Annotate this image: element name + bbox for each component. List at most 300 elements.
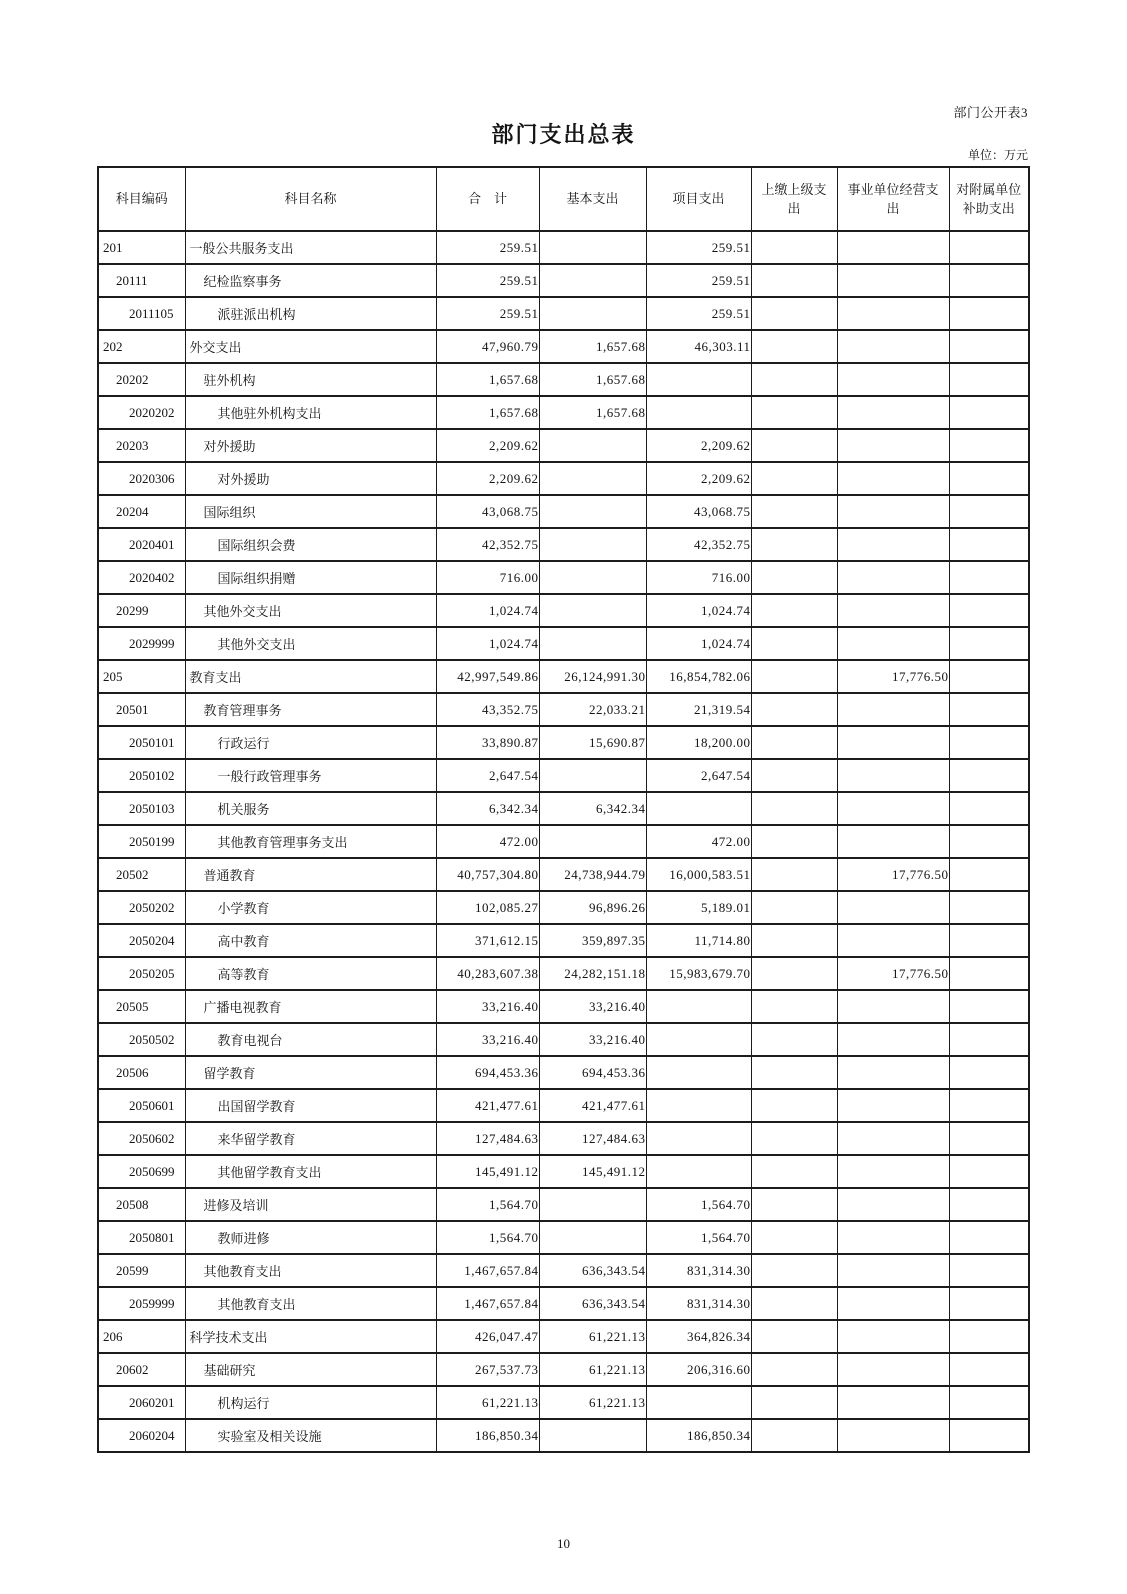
subject-name-cell: 派驻派出机构	[185, 297, 436, 330]
basic-expenditure-cell	[539, 1419, 646, 1452]
business-operation-cell	[837, 231, 949, 264]
business-operation-cell	[837, 495, 949, 528]
subject-name-cell: 教师进修	[185, 1221, 436, 1254]
basic-expenditure-cell: 24,738,944.79	[539, 858, 646, 891]
subsidy-affiliates-cell	[949, 792, 1029, 825]
table-row	[98, 1419, 1029, 1452]
total-cell: 1,564.70	[436, 1221, 539, 1254]
upper-level-payment-cell	[751, 330, 837, 363]
upper-level-payment-cell	[751, 1089, 837, 1122]
basic-expenditure-cell	[539, 759, 646, 792]
basic-expenditure-cell: 694,453.36	[539, 1056, 646, 1089]
subject-code-cell: 2060204	[98, 1419, 185, 1452]
project-expenditure-cell: 831,314.30	[646, 1254, 751, 1287]
subsidy-affiliates-cell	[949, 858, 1029, 891]
total-cell: 33,216.40	[436, 1023, 539, 1056]
table-row	[98, 396, 1029, 429]
upper-level-payment-cell	[751, 957, 837, 990]
table-row	[98, 1320, 1029, 1353]
subject-name-cell: 驻外机构	[185, 363, 436, 396]
table-row	[98, 957, 1029, 990]
project-expenditure-cell: 831,314.30	[646, 1287, 751, 1320]
subject-name-cell: 其他外交支出	[185, 627, 436, 660]
business-operation-cell	[837, 462, 949, 495]
business-operation-cell	[837, 1419, 949, 1452]
table-row	[98, 1353, 1029, 1386]
total-cell: 426,047.47	[436, 1320, 539, 1353]
subsidy-affiliates-cell	[949, 495, 1029, 528]
business-operation-cell	[837, 1122, 949, 1155]
subsidy-affiliates-cell	[949, 1155, 1029, 1188]
subsidy-affiliates-cell	[949, 528, 1029, 561]
upper-level-payment-cell	[751, 429, 837, 462]
subject-name-cell: 小学教育	[185, 891, 436, 924]
basic-expenditure-cell	[539, 429, 646, 462]
business-operation-cell	[837, 1023, 949, 1056]
total-cell: 43,352.75	[436, 693, 539, 726]
subject-code-cell: 20111	[98, 264, 185, 297]
project-expenditure-cell: 259.51	[646, 231, 751, 264]
upper-level-payment-cell	[751, 1353, 837, 1386]
table-row	[98, 792, 1029, 825]
column-header-basic-expenditure: 基本支出	[539, 167, 646, 231]
business-operation-cell: 17,776.50	[837, 858, 949, 891]
table-header	[98, 167, 1029, 231]
subject-code-cell: 2020401	[98, 528, 185, 561]
basic-expenditure-cell	[539, 1188, 646, 1221]
basic-expenditure-cell	[539, 561, 646, 594]
subject-code-cell: 202	[98, 330, 185, 363]
subject-name-cell: 其他教育支出	[185, 1254, 436, 1287]
table-header-row	[98, 167, 1029, 231]
column-header-business-operation: 事业单位经营支出	[837, 167, 949, 231]
subject-name-cell: 其他教育管理事务支出	[185, 825, 436, 858]
subject-code-cell: 2020202	[98, 396, 185, 429]
subject-name-cell: 一般行政管理事务	[185, 759, 436, 792]
table-row	[98, 462, 1029, 495]
table-row	[98, 297, 1029, 330]
project-expenditure-cell: 1,024.74	[646, 594, 751, 627]
subject-name-cell: 其他留学教育支出	[185, 1155, 436, 1188]
table-row	[98, 1089, 1029, 1122]
business-operation-cell	[837, 1188, 949, 1221]
project-expenditure-cell	[646, 1056, 751, 1089]
table-row	[98, 429, 1029, 462]
basic-expenditure-cell	[539, 297, 646, 330]
upper-level-payment-cell	[751, 264, 837, 297]
project-expenditure-cell: 43,068.75	[646, 495, 751, 528]
subject-name-cell: 来华留学教育	[185, 1122, 436, 1155]
business-operation-cell	[837, 1056, 949, 1089]
subsidy-affiliates-cell	[949, 957, 1029, 990]
subject-code-cell: 2050699	[98, 1155, 185, 1188]
total-cell: 694,453.36	[436, 1056, 539, 1089]
basic-expenditure-cell: 61,221.13	[539, 1320, 646, 1353]
project-expenditure-cell	[646, 792, 751, 825]
subsidy-affiliates-cell	[949, 363, 1029, 396]
page-title: 部门支出总表	[491, 122, 636, 147]
business-operation-cell	[837, 396, 949, 429]
total-cell: 145,491.12	[436, 1155, 539, 1188]
subsidy-affiliates-cell	[949, 429, 1029, 462]
project-expenditure-cell: 1,564.70	[646, 1188, 751, 1221]
upper-level-payment-cell	[751, 1254, 837, 1287]
column-header-project-expenditure: 项目支出	[646, 167, 751, 231]
business-operation-cell	[837, 330, 949, 363]
subject-code-cell: 2050502	[98, 1023, 185, 1056]
subsidy-affiliates-cell	[949, 1254, 1029, 1287]
basic-expenditure-cell	[539, 825, 646, 858]
basic-expenditure-cell	[539, 495, 646, 528]
basic-expenditure-cell	[539, 627, 646, 660]
subject-code-cell: 2050103	[98, 792, 185, 825]
subject-name-cell: 机构运行	[185, 1386, 436, 1419]
project-expenditure-cell: 5,189.01	[646, 891, 751, 924]
basic-expenditure-cell: 61,221.13	[539, 1353, 646, 1386]
subject-name-cell: 对外援助	[185, 429, 436, 462]
business-operation-cell	[837, 627, 949, 660]
subject-name-cell: 高中教育	[185, 924, 436, 957]
subject-code-cell: 2050601	[98, 1089, 185, 1122]
subject-name-cell: 国际组织捐赠	[185, 561, 436, 594]
upper-level-payment-cell	[751, 924, 837, 957]
unit-label: 单位：万元	[967, 148, 1028, 162]
table-row	[98, 264, 1029, 297]
upper-level-payment-cell	[751, 792, 837, 825]
subsidy-affiliates-cell	[949, 1320, 1029, 1353]
subsidy-affiliates-cell	[949, 1089, 1029, 1122]
total-cell: 1,657.68	[436, 396, 539, 429]
basic-expenditure-cell: 33,216.40	[539, 990, 646, 1023]
basic-expenditure-cell	[539, 1221, 646, 1254]
upper-level-payment-cell	[751, 1155, 837, 1188]
upper-level-payment-cell	[751, 1419, 837, 1452]
subject-name-cell: 留学教育	[185, 1056, 436, 1089]
upper-level-payment-cell	[751, 627, 837, 660]
column-header-subject-code: 科目编码	[98, 167, 185, 231]
project-expenditure-cell	[646, 1089, 751, 1122]
subject-code-cell: 2050602	[98, 1122, 185, 1155]
subject-name-cell: 科学技术支出	[185, 1320, 436, 1353]
upper-level-payment-cell	[751, 1221, 837, 1254]
business-operation-cell	[837, 561, 949, 594]
subject-name-cell: 教育支出	[185, 660, 436, 693]
basic-expenditure-cell: 22,033.21	[539, 693, 646, 726]
subject-code-cell: 205	[98, 660, 185, 693]
table-row	[98, 759, 1029, 792]
upper-level-payment-cell	[751, 891, 837, 924]
subject-code-cell: 20202	[98, 363, 185, 396]
business-operation-cell	[837, 363, 949, 396]
subject-code-cell: 20204	[98, 495, 185, 528]
business-operation-cell	[837, 792, 949, 825]
business-operation-cell	[837, 594, 949, 627]
subject-code-cell: 2050801	[98, 1221, 185, 1254]
subject-code-cell: 2059999	[98, 1287, 185, 1320]
basic-expenditure-cell: 636,343.54	[539, 1254, 646, 1287]
subsidy-affiliates-cell	[949, 1287, 1029, 1320]
basic-expenditure-cell: 636,343.54	[539, 1287, 646, 1320]
subsidy-affiliates-cell	[949, 990, 1029, 1023]
upper-level-payment-cell	[751, 528, 837, 561]
table-row	[98, 231, 1029, 264]
project-expenditure-cell: 16,854,782.06	[646, 660, 751, 693]
project-expenditure-cell: 11,714.80	[646, 924, 751, 957]
basic-expenditure-cell: 33,216.40	[539, 1023, 646, 1056]
subject-name-cell: 外交支出	[185, 330, 436, 363]
basic-expenditure-cell	[539, 528, 646, 561]
subsidy-affiliates-cell	[949, 462, 1029, 495]
basic-expenditure-cell: 127,484.63	[539, 1122, 646, 1155]
basic-expenditure-cell: 1,657.68	[539, 363, 646, 396]
business-operation-cell	[837, 1155, 949, 1188]
subject-code-cell: 2050205	[98, 957, 185, 990]
subject-code-cell: 20203	[98, 429, 185, 462]
page-number: 10	[557, 1536, 570, 1551]
subject-name-cell: 教育电视台	[185, 1023, 436, 1056]
project-expenditure-cell	[646, 1122, 751, 1155]
total-cell: 33,890.87	[436, 726, 539, 759]
subsidy-affiliates-cell	[949, 396, 1029, 429]
subsidy-affiliates-cell	[949, 561, 1029, 594]
business-operation-cell: 17,776.50	[837, 660, 949, 693]
business-operation-cell	[837, 528, 949, 561]
subject-name-cell: 实验室及相关设施	[185, 1419, 436, 1452]
total-cell: 40,757,304.80	[436, 858, 539, 891]
total-cell: 43,068.75	[436, 495, 539, 528]
project-expenditure-cell: 259.51	[646, 264, 751, 297]
project-expenditure-cell: 206,316.60	[646, 1353, 751, 1386]
upper-level-payment-cell	[751, 990, 837, 1023]
project-expenditure-cell: 716.00	[646, 561, 751, 594]
table-row	[98, 1155, 1029, 1188]
table-row	[98, 495, 1029, 528]
upper-level-payment-cell	[751, 561, 837, 594]
subject-code-cell: 20501	[98, 693, 185, 726]
subsidy-affiliates-cell	[949, 1188, 1029, 1221]
total-cell: 40,283,607.38	[436, 957, 539, 990]
subject-name-cell: 对外援助	[185, 462, 436, 495]
column-header-subsidy-affiliates: 对附属单位补助支出	[949, 167, 1029, 231]
project-expenditure-cell: 472.00	[646, 825, 751, 858]
business-operation-cell	[837, 924, 949, 957]
project-expenditure-cell: 42,352.75	[646, 528, 751, 561]
project-expenditure-cell: 186,850.34	[646, 1419, 751, 1452]
project-expenditure-cell: 259.51	[646, 297, 751, 330]
total-cell: 421,477.61	[436, 1089, 539, 1122]
total-cell: 42,352.75	[436, 528, 539, 561]
subsidy-affiliates-cell	[949, 693, 1029, 726]
total-cell: 186,850.34	[436, 1419, 539, 1452]
total-cell: 2,647.54	[436, 759, 539, 792]
table-row	[98, 1386, 1029, 1419]
upper-level-payment-cell	[751, 1386, 837, 1419]
subject-name-cell: 进修及培训	[185, 1188, 436, 1221]
upper-level-payment-cell	[751, 825, 837, 858]
total-cell: 33,216.40	[436, 990, 539, 1023]
business-operation-cell	[837, 1254, 949, 1287]
table-row	[98, 627, 1029, 660]
subject-code-cell: 20599	[98, 1254, 185, 1287]
upper-level-payment-cell	[751, 759, 837, 792]
sheet-label: 部门公开表3	[953, 105, 1028, 120]
total-cell: 371,612.15	[436, 924, 539, 957]
project-expenditure-cell: 15,983,679.70	[646, 957, 751, 990]
total-cell: 42,997,549.86	[436, 660, 539, 693]
basic-expenditure-cell: 359,897.35	[539, 924, 646, 957]
upper-level-payment-cell	[751, 396, 837, 429]
total-cell: 1,467,657.84	[436, 1254, 539, 1287]
business-operation-cell	[837, 1287, 949, 1320]
upper-level-payment-cell	[751, 1023, 837, 1056]
table-row	[98, 1188, 1029, 1221]
subsidy-affiliates-cell	[949, 264, 1029, 297]
basic-expenditure-cell	[539, 231, 646, 264]
business-operation-cell	[837, 990, 949, 1023]
upper-level-payment-cell	[751, 594, 837, 627]
project-expenditure-cell	[646, 1386, 751, 1419]
subject-code-cell: 2060201	[98, 1386, 185, 1419]
upper-level-payment-cell	[751, 363, 837, 396]
business-operation-cell	[837, 693, 949, 726]
total-cell: 259.51	[436, 297, 539, 330]
project-expenditure-cell: 2,209.62	[646, 429, 751, 462]
subsidy-affiliates-cell	[949, 825, 1029, 858]
table-row	[98, 1122, 1029, 1155]
table-row	[98, 594, 1029, 627]
subject-name-cell: 行政运行	[185, 726, 436, 759]
basic-expenditure-cell: 421,477.61	[539, 1089, 646, 1122]
basic-expenditure-cell: 61,221.13	[539, 1386, 646, 1419]
total-cell: 2,209.62	[436, 429, 539, 462]
expenditure-summary-table	[97, 166, 1030, 1453]
subject-name-cell: 教育管理事务	[185, 693, 436, 726]
basic-expenditure-cell	[539, 462, 646, 495]
subsidy-affiliates-cell	[949, 759, 1029, 792]
basic-expenditure-cell: 24,282,151.18	[539, 957, 646, 990]
table-row	[98, 660, 1029, 693]
project-expenditure-cell: 2,647.54	[646, 759, 751, 792]
table-row	[98, 726, 1029, 759]
subsidy-affiliates-cell	[949, 231, 1029, 264]
subsidy-affiliates-cell	[949, 297, 1029, 330]
project-expenditure-cell: 21,319.54	[646, 693, 751, 726]
total-cell: 1,024.74	[436, 594, 539, 627]
project-expenditure-cell: 1,024.74	[646, 627, 751, 660]
business-operation-cell	[837, 759, 949, 792]
subsidy-affiliates-cell	[949, 1056, 1029, 1089]
business-operation-cell: 17,776.50	[837, 957, 949, 990]
column-header-subject-name: 科目名称	[185, 167, 436, 231]
business-operation-cell	[837, 1089, 949, 1122]
project-expenditure-cell: 1,564.70	[646, 1221, 751, 1254]
subject-name-cell: 国际组织会费	[185, 528, 436, 561]
upper-level-payment-cell	[751, 858, 837, 891]
table-row	[98, 924, 1029, 957]
subject-code-cell: 2050202	[98, 891, 185, 924]
subject-name-cell: 广播电视教育	[185, 990, 436, 1023]
basic-expenditure-cell: 26,124,991.30	[539, 660, 646, 693]
upper-level-payment-cell	[751, 1122, 837, 1155]
total-cell: 127,484.63	[436, 1122, 539, 1155]
subject-name-cell: 其他教育支出	[185, 1287, 436, 1320]
table-row	[98, 1023, 1029, 1056]
basic-expenditure-cell: 145,491.12	[539, 1155, 646, 1188]
total-cell: 267,537.73	[436, 1353, 539, 1386]
project-expenditure-cell: 18,200.00	[646, 726, 751, 759]
basic-expenditure-cell: 6,342.34	[539, 792, 646, 825]
table-row	[98, 1287, 1029, 1320]
subject-code-cell: 20299	[98, 594, 185, 627]
subject-code-cell: 20506	[98, 1056, 185, 1089]
business-operation-cell	[837, 1320, 949, 1353]
table-row	[98, 825, 1029, 858]
subsidy-affiliates-cell	[949, 1023, 1029, 1056]
table-row	[98, 858, 1029, 891]
subsidy-affiliates-cell	[949, 726, 1029, 759]
table-row	[98, 1221, 1029, 1254]
subsidy-affiliates-cell	[949, 1122, 1029, 1155]
total-cell: 1,024.74	[436, 627, 539, 660]
project-expenditure-cell: 46,303.11	[646, 330, 751, 363]
business-operation-cell	[837, 1353, 949, 1386]
upper-level-payment-cell	[751, 726, 837, 759]
business-operation-cell	[837, 726, 949, 759]
subject-name-cell: 出国留学教育	[185, 1089, 436, 1122]
subject-code-cell: 2050199	[98, 825, 185, 858]
business-operation-cell	[837, 264, 949, 297]
upper-level-payment-cell	[751, 1056, 837, 1089]
subject-code-cell: 206	[98, 1320, 185, 1353]
business-operation-cell	[837, 1221, 949, 1254]
project-expenditure-cell: 364,826.34	[646, 1320, 751, 1353]
subject-name-cell: 纪检监察事务	[185, 264, 436, 297]
column-header-total: 合 计	[436, 167, 539, 231]
upper-level-payment-cell	[751, 1188, 837, 1221]
subsidy-affiliates-cell	[949, 594, 1029, 627]
total-cell: 102,085.27	[436, 891, 539, 924]
subsidy-affiliates-cell	[949, 330, 1029, 363]
business-operation-cell	[837, 429, 949, 462]
subsidy-affiliates-cell	[949, 924, 1029, 957]
table-row	[98, 528, 1029, 561]
table-row	[98, 561, 1029, 594]
subject-code-cell: 201	[98, 231, 185, 264]
subsidy-affiliates-cell	[949, 660, 1029, 693]
subsidy-affiliates-cell	[949, 1419, 1029, 1452]
subject-code-cell: 2020402	[98, 561, 185, 594]
subsidy-affiliates-cell	[949, 891, 1029, 924]
total-cell: 1,657.68	[436, 363, 539, 396]
subject-code-cell: 20508	[98, 1188, 185, 1221]
project-expenditure-cell: 2,209.62	[646, 462, 751, 495]
business-operation-cell	[837, 1386, 949, 1419]
subject-name-cell: 国际组织	[185, 495, 436, 528]
project-expenditure-cell	[646, 396, 751, 429]
subject-name-cell: 普通教育	[185, 858, 436, 891]
business-operation-cell	[837, 825, 949, 858]
subsidy-affiliates-cell	[949, 627, 1029, 660]
subject-name-cell: 其他外交支出	[185, 594, 436, 627]
subject-code-cell: 2050102	[98, 759, 185, 792]
basic-expenditure-cell	[539, 264, 646, 297]
column-header-upper-level-payment: 上缴上级支出	[751, 167, 837, 231]
subject-name-cell: 基础研究	[185, 1353, 436, 1386]
total-cell: 61,221.13	[436, 1386, 539, 1419]
table-row	[98, 1254, 1029, 1287]
upper-level-payment-cell	[751, 231, 837, 264]
upper-level-payment-cell	[751, 297, 837, 330]
